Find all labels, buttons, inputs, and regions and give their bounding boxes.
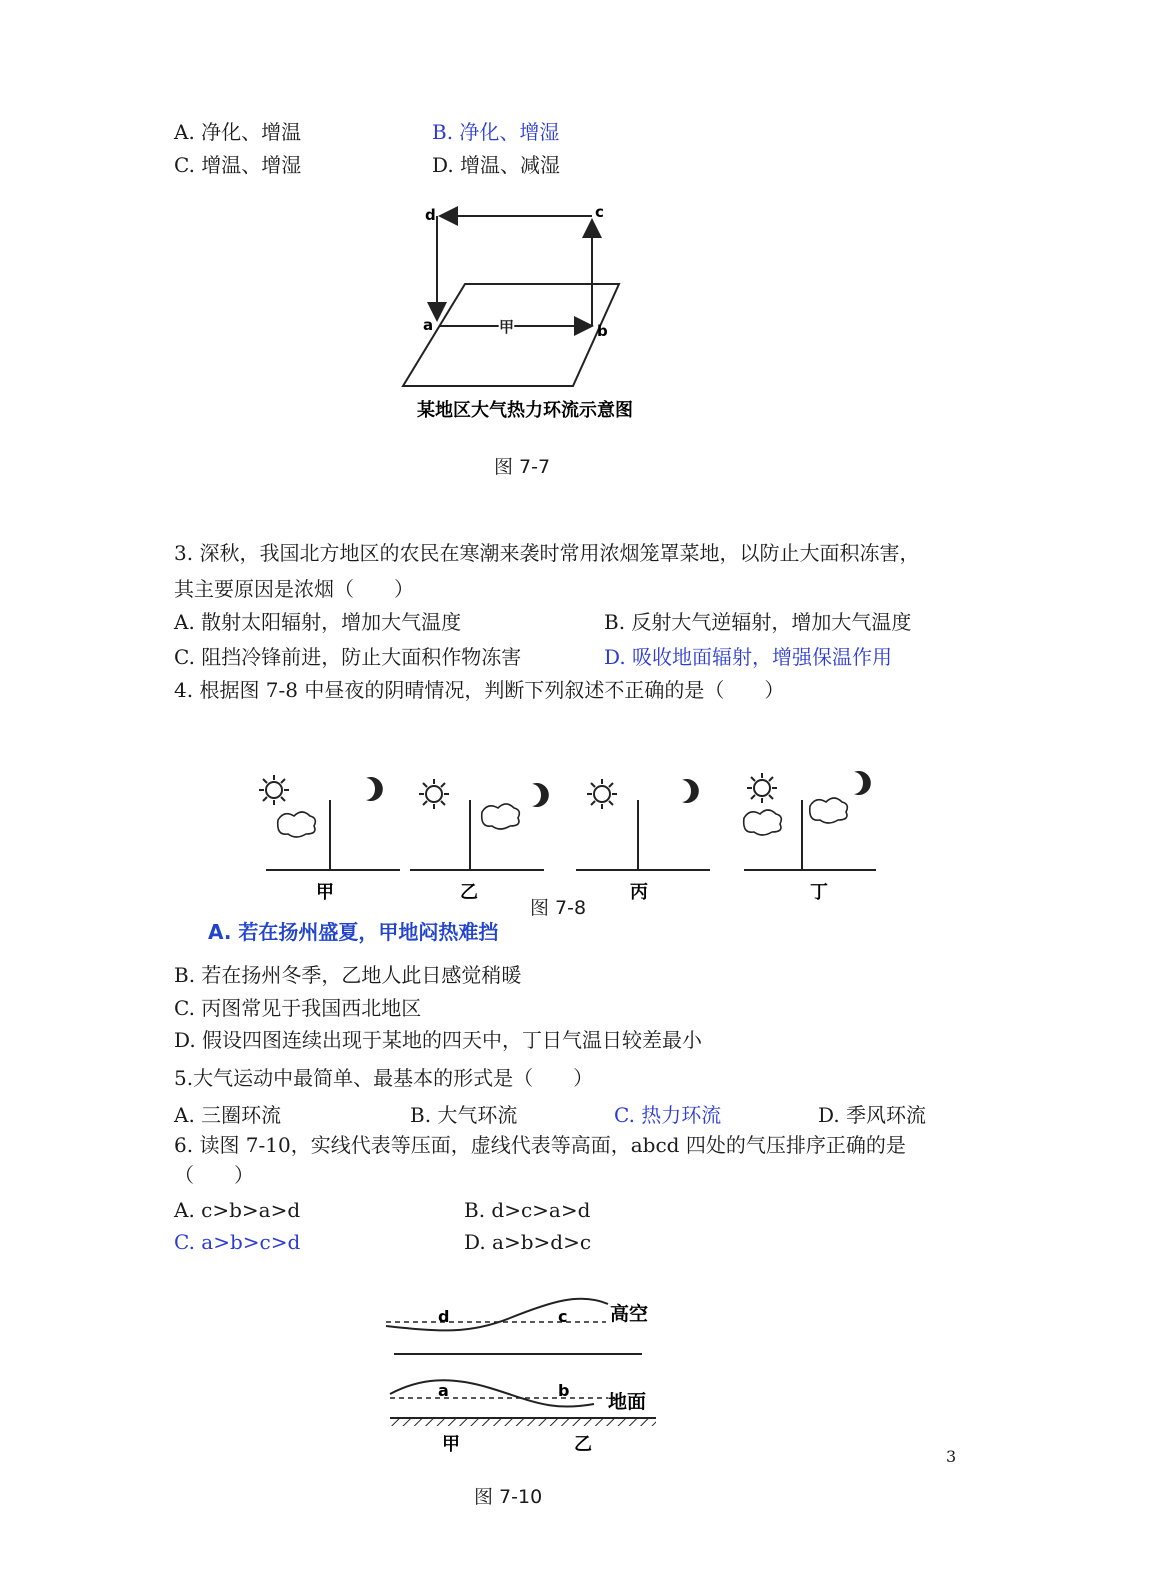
- panel-ding: [744, 771, 876, 903]
- q6-option-a: A. c>b>a>d: [174, 1198, 301, 1222]
- q4-option-c: C. 丙图常见于我国西北地区: [174, 996, 422, 1020]
- q6-option-b: B. d>c>a>d: [464, 1198, 591, 1222]
- q5-option-c: C. 热力环流: [614, 1103, 722, 1127]
- q3-stem-line1: 3. 深秋，我国北方地区的农民在寒潮来袭时常用浓烟笼罩菜地，以防止大面积冻害，: [174, 541, 920, 565]
- panel-label-jia: 甲: [316, 882, 334, 903]
- q2-option-a: A. 净化、增温: [174, 120, 302, 144]
- q3-stem-line2: 其主要原因是浓烟（ ）: [174, 577, 414, 601]
- moon-icon: [366, 777, 383, 801]
- q4-stem: 4. 根据图 7-8 中昼夜的阴晴情况，判断下列叙述不正确的是（ ）: [174, 678, 785, 702]
- q2-option-d: D. 增温、减湿: [432, 153, 561, 177]
- fig710-label-dimian: 地面: [608, 1391, 647, 1413]
- cloud-icon: [482, 804, 520, 829]
- panel-jia: [259, 775, 400, 903]
- fig710-label-d: d: [438, 1307, 450, 1326]
- figure-7-8-caption: 图 7-8: [530, 897, 587, 919]
- fig77-inner-title: 某地区大气热力环流示意图: [417, 400, 633, 421]
- figure-7-7-circulation-diagram: [395, 200, 735, 430]
- panel-label-bing: 丙: [630, 882, 648, 903]
- q5-stem: 5.大气运动中最简单、最基本的形式是（ ）: [174, 1066, 594, 1090]
- q3-option-b: B. 反射大气逆辐射，增加大气温度: [604, 610, 912, 634]
- q2-option-b: B. 净化、增湿: [432, 120, 560, 144]
- sun-icon: [747, 773, 777, 803]
- figure-7-10-pressure-diagram: [380, 1290, 670, 1470]
- q6-stem-line2: （ ）: [174, 1163, 254, 1187]
- q5-option-a: A. 三圈环流: [174, 1103, 282, 1127]
- q4-option-b: B. 若在扬州冬季，乙地人此日感觉稍暖: [174, 963, 522, 987]
- fig77-label-d: d: [425, 206, 436, 224]
- figure-7-8-weather-panels: [250, 760, 890, 910]
- q5-option-b: B. 大气环流: [410, 1103, 518, 1127]
- figure-7-7-caption: 图 7-7: [494, 456, 551, 478]
- panel-yi: [410, 779, 549, 903]
- fig77-label-a: a: [423, 316, 434, 334]
- figure-7-10-caption: 图 7-10: [474, 1486, 543, 1508]
- page-number: 3: [946, 1447, 957, 1466]
- q6-stem-line1: 6. 读图 7-10，实线代表等压面，虚线代表等高面，abcd 四处的气压排序正确的是: [174, 1133, 906, 1157]
- fig77-label-b: b: [597, 322, 608, 340]
- fig77-label-c: c: [595, 203, 604, 221]
- moon-icon: [682, 779, 699, 803]
- cloud-icon: [810, 798, 848, 823]
- fig710-label-c: c: [558, 1307, 568, 1326]
- q3-option-a: A. 散射太阳辐射，增加大气温度: [174, 610, 462, 634]
- panel-bing: [576, 779, 710, 870]
- sun-icon: [587, 779, 617, 809]
- fig710-label-gaokong: 高空: [610, 1303, 649, 1325]
- q6-option-c: C. a>b>c>d: [174, 1230, 301, 1254]
- q2-option-c: C. 增温、增湿: [174, 153, 302, 177]
- q5-option-d: D. 季风环流: [818, 1103, 927, 1127]
- q3-option-c: C. 阻挡冷锋前进，防止大面积作物冻害: [174, 645, 522, 669]
- cloud-icon: [744, 810, 782, 835]
- fig77-label-jia: 甲: [499, 318, 515, 336]
- fig710-label-b: b: [558, 1381, 570, 1400]
- cloud-icon: [278, 812, 316, 837]
- q4-option-a: A. 若在扬州盛夏，甲地闷热难挡: [208, 920, 499, 944]
- fig710-label-yi: 乙: [574, 1434, 592, 1455]
- moon-icon: [532, 783, 549, 807]
- panel-label-ding: 丁: [810, 882, 828, 903]
- fig710-label-a: a: [438, 1381, 449, 1400]
- moon-icon: [854, 771, 871, 795]
- sun-icon: [419, 779, 449, 809]
- q4-option-d: D. 假设四图连续出现于某地的四天中，丁日气温日较差最小: [174, 1028, 703, 1052]
- fig710-label-jia: 甲: [442, 1434, 460, 1455]
- panel-label-yi: 乙: [460, 882, 478, 903]
- sun-icon: [259, 775, 289, 805]
- q6-option-d: D. a>b>d>c: [464, 1230, 592, 1254]
- q3-option-d: D. 吸收地面辐射，增强保温作用: [604, 645, 893, 669]
